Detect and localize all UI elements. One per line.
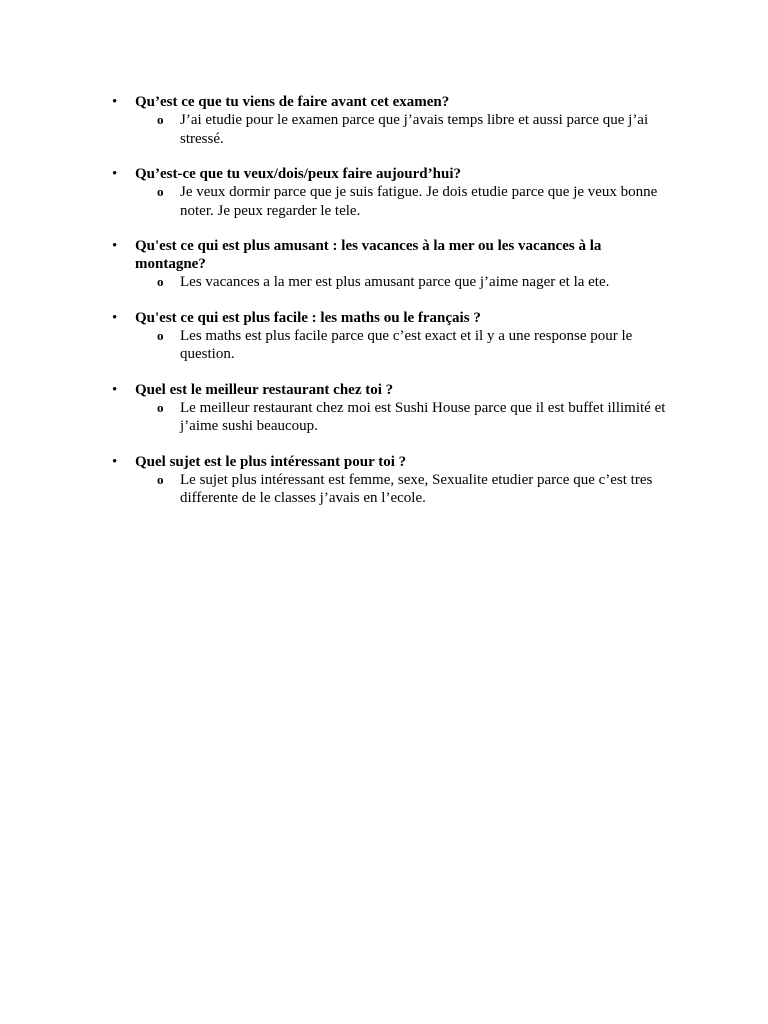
question-text: Quel est le meilleur restaurant chez toi ?: [135, 381, 394, 398]
bullet-icon: •: [112, 166, 118, 182]
answer-item: [135, 183, 672, 220]
list-item: [112, 165, 672, 220]
question-text: Qu'est ce qui est plus facile : les maths ou le français ?: [135, 309, 481, 326]
answer-item: [135, 327, 672, 364]
answer-text: Le meilleur restaurant chez moi est Sushi House parce que il est buffet illimité et j’aime sushi beaucoup.: [180, 399, 666, 434]
list-item: [112, 309, 672, 364]
bullet-icon: •: [112, 309, 118, 326]
sub-bullet-icon: o: [157, 327, 164, 343]
sub-bullet-icon: o: [157, 184, 164, 199]
bullet-icon: •: [112, 94, 118, 110]
question-text: Qu’est-ce que tu veux/dois/peux faire aujourd’hui?: [135, 166, 461, 182]
sub-bullet-icon: o: [157, 471, 164, 487]
list-item: [112, 93, 672, 148]
sub-bullet-icon: o: [157, 274, 164, 289]
list-item: [112, 381, 672, 436]
question-text: Qu'est ce qui est plus amusant : les vacances à la mer ou les vacances à la montagne?: [135, 238, 602, 272]
list-item: [112, 237, 672, 292]
bullet-icon: •: [112, 238, 118, 254]
answer-item: [135, 111, 672, 148]
list-item: [112, 453, 672, 508]
question-text: Quel sujet est le plus intéressant pour toi ?: [135, 453, 407, 470]
answer-item: [135, 399, 672, 436]
answer-item: [135, 471, 672, 508]
bullet-icon: •: [112, 453, 118, 470]
answer-text: Les vacances a la mer est plus amusant parce que j’aime nager et la ete.: [180, 274, 610, 290]
answer-item: [135, 273, 672, 292]
question-list: [112, 93, 672, 525]
sub-bullet-icon: o: [157, 399, 164, 415]
answer-text: Je veux dormir parce que je suis fatigue. Je dois etudie parce que je veux bonne noter. Je peux regarder le tele.: [180, 184, 658, 219]
bullet-icon: •: [112, 381, 118, 398]
sub-bullet-icon: o: [157, 112, 164, 127]
question-text: Qu’est ce que tu viens de faire avant cet examen?: [135, 94, 450, 110]
answer-text: J’ai etudie pour le examen parce que j’avais temps libre et aussi parce que j’ai stressé.: [180, 112, 649, 147]
answer-text: Le sujet plus intéressant est femme, sexe, Sexualite etudier parce que c’est tres differente de le classes j’avais en l’ecole.: [180, 471, 653, 506]
answer-text: Les maths est plus facile parce que c’est exact et il y a une response pour le question.: [180, 327, 633, 362]
